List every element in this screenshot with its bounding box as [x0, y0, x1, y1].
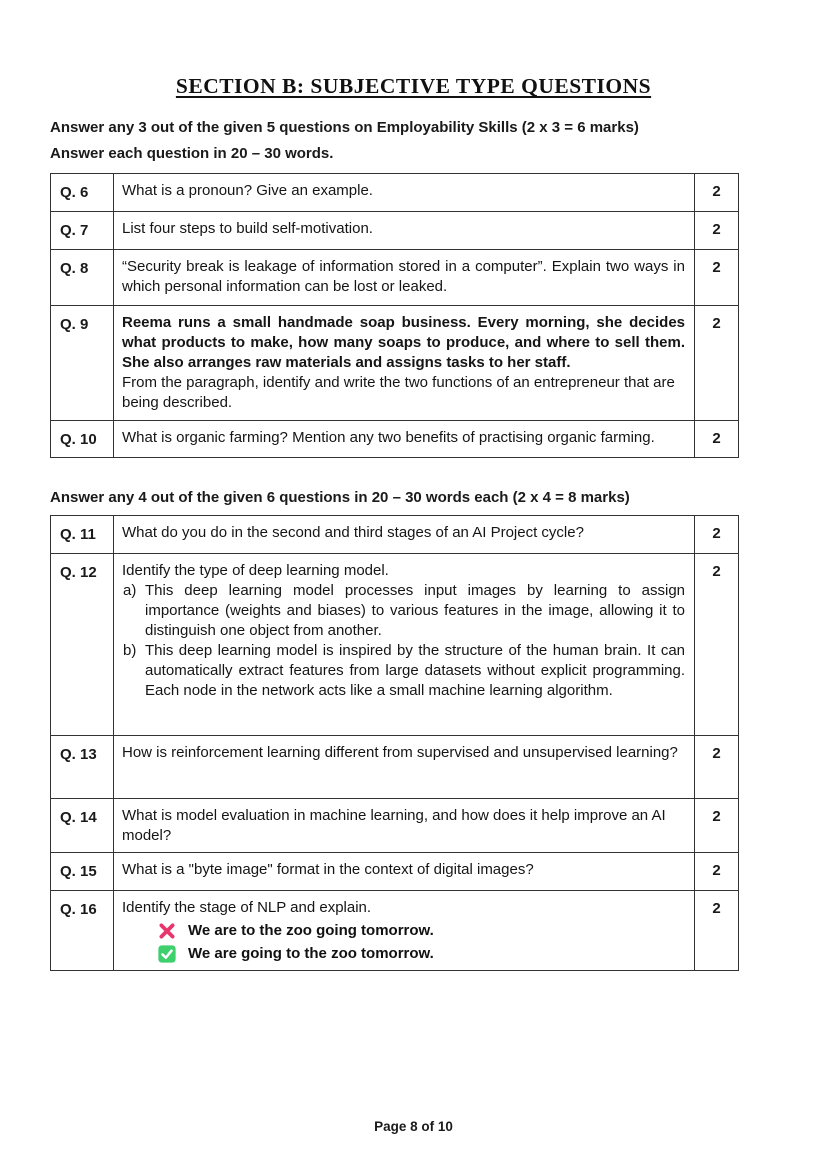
section-title: SECTION B: SUBJECTIVE TYPE QUESTIONS: [175, 74, 652, 98]
question-number: Q. 11: [51, 516, 114, 554]
question-scenario-text: Reema runs a small handmade soap business. Every morning, she decides what products to make, how many soaps to produce, and where to sell them. She also arranges raw materials and assigns tasks to her staff.: [122, 314, 685, 371]
table-row-q9: [51, 306, 739, 421]
instruction-line-3: Answer any 4 out of the given 6 questions in 20 – 30 words each (2 x 4 = 8 marks): [50, 489, 630, 506]
question-number: Q. 12: [51, 554, 114, 736]
question-text: What do you do in the second and third stages of an AI Project cycle?: [114, 516, 695, 554]
marks-value: 2: [695, 853, 739, 891]
section1-questions-table: [50, 173, 739, 458]
section2-questions-table: [50, 515, 739, 971]
question-number: Q. 14: [51, 799, 114, 853]
marks-value: 2: [695, 516, 739, 554]
question-number: Q. 9: [51, 306, 114, 421]
question-task-text: From the paragraph, identify and write the two functions of an entrepreneur that are being described.: [122, 374, 675, 411]
question-number: Q. 16: [51, 891, 114, 971]
question-number: Q. 13: [51, 736, 114, 799]
question-number: Q. 8: [51, 250, 114, 306]
question-number: Q. 10: [51, 421, 114, 458]
marks-value: 2: [695, 306, 739, 421]
marks-value: 2: [695, 736, 739, 799]
example-sentence: We are to the zoo going tomorrow.: [188, 922, 434, 939]
table-row-q6: [51, 174, 739, 212]
question-text: [114, 554, 695, 736]
table-row-q10: [51, 421, 739, 458]
question-lead-text: Identify the stage of NLP and explain.: [122, 899, 372, 916]
instruction-line-1: Answer any 3 out of the given 5 questions on Employability Skills (2 x 3 = 6 marks): [50, 119, 639, 136]
question-lead-text: Identify the type of deep learning model.: [122, 562, 389, 579]
option-a: [122, 581, 685, 641]
table-row-q12: [51, 554, 739, 736]
table-row-q13: [51, 736, 739, 799]
question-text: What is organic farming? Mention any two benefits of practising organic farming.: [114, 421, 695, 458]
question-text: What is a pronoun? Give an example.: [114, 174, 695, 212]
table-row-q15: [51, 853, 739, 891]
question-text: [114, 306, 695, 421]
question-number: Q. 15: [51, 853, 114, 891]
instruction-line-2: Answer each question in 20 – 30 words.: [50, 145, 334, 162]
option-text: This deep learning model is inspired by the structure of the human brain. It can automatically extract features from large datasets without explicit programming. Each node in the network acts like a small machine learning algorithm.: [145, 642, 685, 699]
question-number: Q. 6: [51, 174, 114, 212]
option-label: b): [123, 642, 137, 659]
marks-value: 2: [695, 891, 739, 971]
table-row-q16: [51, 891, 739, 971]
option-label: a): [123, 582, 137, 599]
question-text: [114, 891, 695, 971]
question-text: What is model evaluation in machine learning, and how does it help improve an AI model?: [114, 799, 695, 853]
table-row-q14: [51, 799, 739, 853]
marks-value: 2: [695, 250, 739, 306]
marks-value: 2: [695, 212, 739, 250]
check-mark-icon: [158, 945, 176, 963]
table-row-q11: [51, 516, 739, 554]
table-row-q8: [51, 250, 739, 306]
question-text: How is reinforcement learning different from supervised and unsupervised learning?: [114, 736, 695, 799]
marks-value: 2: [695, 554, 739, 736]
page-number: Page 8 of 10: [374, 1119, 453, 1134]
marks-value: 2: [695, 174, 739, 212]
table-row-q7: [51, 212, 739, 250]
incorrect-example-line: [158, 921, 685, 941]
cross-mark-icon: [158, 922, 176, 940]
option-b: [122, 641, 685, 701]
question-text: “Security break is leakage of information stored in a computer”. Explain two ways in which personal information can be lost or leaked.: [114, 250, 695, 306]
question-text: What is a "byte image" format in the context of digital images?: [114, 853, 695, 891]
example-sentence: We are going to the zoo tomorrow.: [188, 945, 434, 962]
option-text: This deep learning model processes input images by learning to assign importance (weights and biases) to various features in the image, allowing it to distinguish one object from another.: [145, 582, 685, 639]
question-number: Q. 7: [51, 212, 114, 250]
marks-value: 2: [695, 421, 739, 458]
marks-value: 2: [695, 799, 739, 853]
correct-example-line: [158, 944, 685, 964]
question-text: List four steps to build self-motivation.: [114, 212, 695, 250]
